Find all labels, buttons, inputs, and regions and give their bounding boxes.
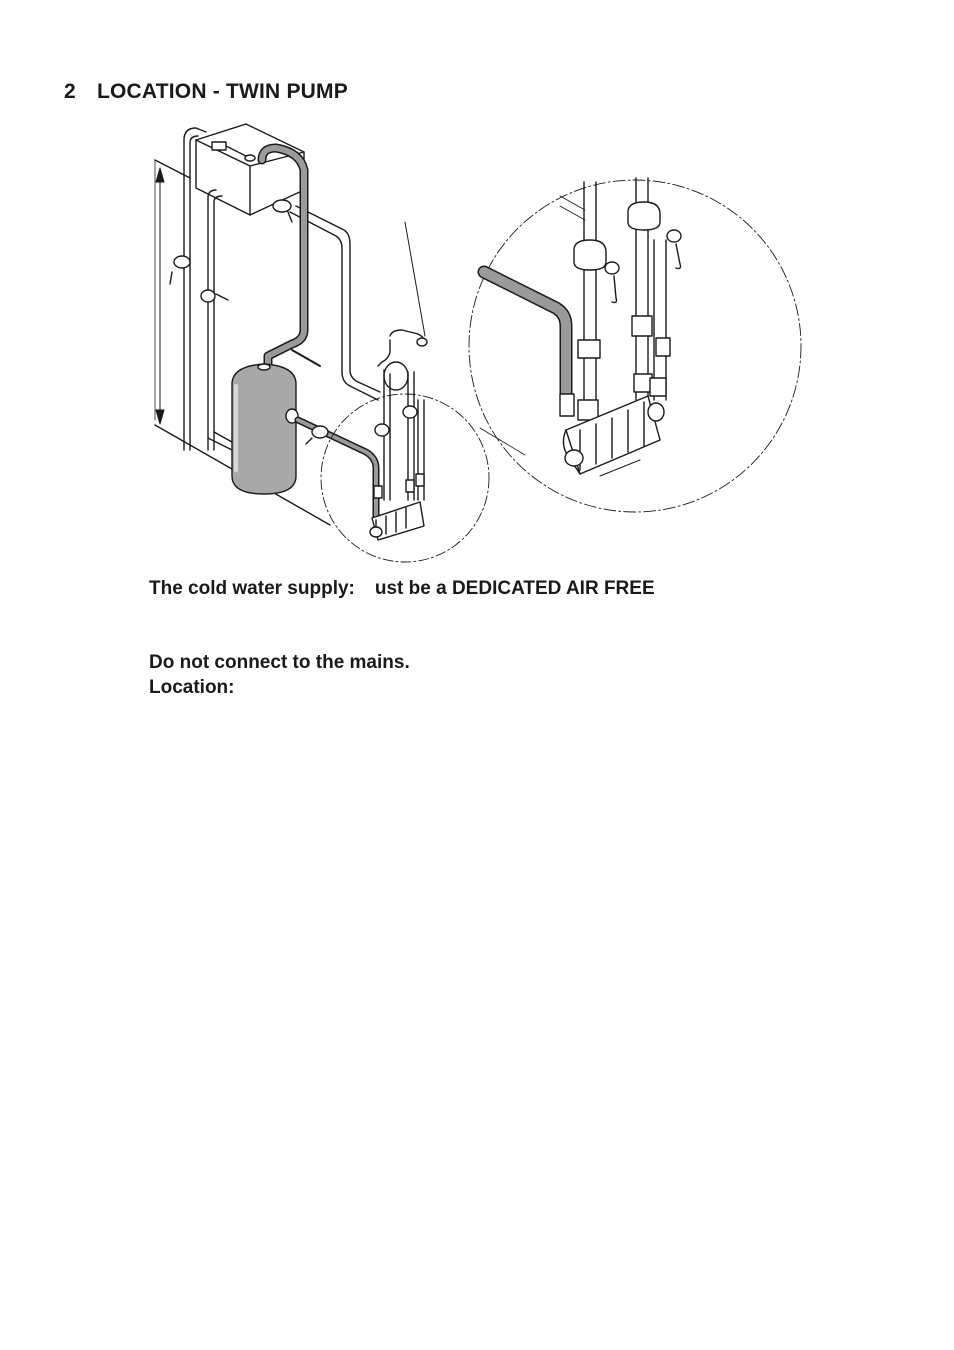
hot-water-cylinder (232, 364, 298, 494)
height-dimension-arrow (156, 168, 164, 424)
section-heading (64, 80, 348, 104)
supply-label: The cold water supply: (149, 578, 355, 599)
twin-pump-detail-view (484, 178, 681, 476)
twin-pump-installation-diagram (140, 118, 810, 568)
detail-circle-small (321, 394, 489, 562)
supply-text: ust be a DEDICATED AIR FREE (374, 578, 655, 599)
section-number: 2 (64, 80, 76, 103)
wall-outline (155, 160, 525, 525)
cold-water-supply-line (149, 578, 655, 600)
mains-warning: Do not connect to the mains. (149, 652, 410, 673)
leader-line (405, 222, 425, 336)
location-label: Location: (149, 677, 235, 698)
cylinder-outlet-pipe (298, 420, 376, 520)
gate-valves-left (170, 256, 228, 302)
section-title: LOCATION - TWIN PUMP (97, 80, 348, 103)
